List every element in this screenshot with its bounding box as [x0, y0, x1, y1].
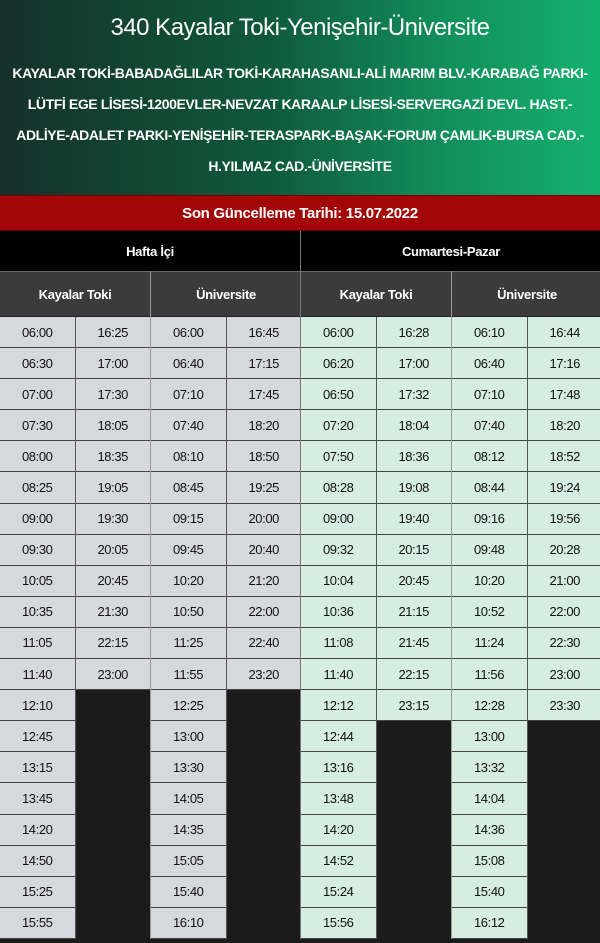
- departure-time: 17:45: [227, 379, 302, 410]
- time-subcolumn: [376, 317, 452, 939]
- departure-time: 19:08: [377, 472, 452, 503]
- departure-time: 15:40: [151, 877, 226, 908]
- departure-time: 21:00: [528, 566, 600, 597]
- departure-time: 08:28: [301, 472, 376, 503]
- departure-time: 20:05: [76, 535, 151, 566]
- departure-time: 23:00: [528, 659, 600, 690]
- departure-time: 13:32: [452, 752, 527, 783]
- departure-time: 07:10: [452, 379, 527, 410]
- departure-time: 15:25: [0, 877, 75, 908]
- departure-time: 10:35: [0, 597, 75, 628]
- time-subcolumn: [226, 317, 302, 939]
- departure-time: 06:50: [301, 379, 376, 410]
- departure-time: 12:10: [0, 690, 75, 721]
- weekend-universite-header: Üniversite: [452, 271, 600, 317]
- departure-time: 12:25: [151, 690, 226, 721]
- departure-time: 19:30: [76, 504, 151, 535]
- departure-time: 11:25: [151, 628, 226, 659]
- departure-time: 18:50: [227, 441, 302, 472]
- departure-time: 18:05: [76, 410, 151, 441]
- departure-time: 11:24: [452, 628, 527, 659]
- departure-time: 21:20: [227, 566, 302, 597]
- departure-time: 22:00: [227, 597, 302, 628]
- departure-time: 16:25: [76, 317, 151, 348]
- departure-time: 11:05: [0, 628, 75, 659]
- departure-time: 06:40: [151, 348, 226, 379]
- departure-time: 09:16: [452, 504, 527, 535]
- departure-time: 15:05: [151, 846, 226, 877]
- departure-time: 13:45: [0, 783, 75, 814]
- departure-time: 21:45: [377, 628, 452, 659]
- departure-time: 23:00: [76, 659, 151, 690]
- departure-time: 07:40: [151, 410, 226, 441]
- departure-time: 17:32: [377, 379, 452, 410]
- departure-time: 17:00: [377, 348, 452, 379]
- departure-time: 10:50: [151, 597, 226, 628]
- departure-time: 06:10: [452, 317, 527, 348]
- weekday-section: [0, 231, 300, 939]
- departure-time: 06:40: [452, 348, 527, 379]
- time-subcolumn: [452, 317, 527, 939]
- departure-time: 23:15: [377, 690, 452, 721]
- departure-time: 14:05: [151, 783, 226, 814]
- weekend-kayalar-header: Kayalar Toki: [301, 271, 451, 317]
- time-subcolumn: [75, 317, 151, 939]
- departure-time: 06:00: [151, 317, 226, 348]
- departure-time: 07:40: [452, 410, 527, 441]
- departure-time: 13:48: [301, 783, 376, 814]
- departure-time: 19:24: [528, 472, 600, 503]
- departure-time: 16:28: [377, 317, 452, 348]
- departure-time: 20:40: [227, 535, 302, 566]
- departure-time: 09:30: [0, 535, 75, 566]
- departure-time: 22:15: [377, 659, 452, 690]
- departure-time: 12:28: [452, 690, 527, 721]
- departure-time: 15:40: [452, 877, 527, 908]
- departure-time: 19:05: [76, 472, 151, 503]
- departure-time: 13:30: [151, 752, 226, 783]
- departure-time: 11:56: [452, 659, 527, 690]
- departure-time: 08:10: [151, 441, 226, 472]
- departure-time: 22:00: [528, 597, 600, 628]
- departure-time: 15:08: [452, 846, 527, 877]
- departure-time: 08:12: [452, 441, 527, 472]
- departure-time: 13:00: [151, 721, 226, 752]
- departure-time: 09:45: [151, 535, 226, 566]
- departure-time: 17:48: [528, 379, 600, 410]
- departure-time: 07:50: [301, 441, 376, 472]
- departure-time: 16:45: [227, 317, 302, 348]
- route-stops: KAYALAR TOKİ-BABADAĞLILAR TOKİ-KARAHASANLI-ALİ MARIM BLV.-KARABAĞ PARKI-LÜTFİ EGE LİSESİ-1200EVLER-NEVZAT KARAALP LİSESİ-SERVERGAZİ DEVL. HAST.-ADLİYE-ADALET PARKI-YENİŞEHİR-TERASPARK-BAŞAK-FORUM ÇAMLIK-BURSA CAD.-H.YILMAZ CAD.-ÜNİVERSİTE: [12, 65, 588, 174]
- weekend-header: Cumartesi-Pazar: [301, 231, 600, 271]
- departure-time: 22:15: [76, 628, 151, 659]
- departure-time: 18:20: [528, 410, 600, 441]
- departure-time: 14:04: [452, 783, 527, 814]
- departure-time: 07:20: [301, 410, 376, 441]
- line-title: 340 Kayalar Toki-Yenişehir-Üniversite: [110, 14, 490, 41]
- departure-time: 09:00: [0, 504, 75, 535]
- departure-time: 15:56: [301, 908, 376, 939]
- departure-time: 20:45: [76, 566, 151, 597]
- departure-time: 14:20: [0, 815, 75, 846]
- departure-time: 12:45: [0, 721, 75, 752]
- timetable: [0, 231, 600, 939]
- departure-time: 17:30: [76, 379, 151, 410]
- departure-time: 10:36: [301, 597, 376, 628]
- departure-time: 14:20: [301, 815, 376, 846]
- departure-time: 21:30: [76, 597, 151, 628]
- departure-time: 09:15: [151, 504, 226, 535]
- departure-time: 06:30: [0, 348, 75, 379]
- departure-time: 10:05: [0, 566, 75, 597]
- departure-time: 07:10: [151, 379, 226, 410]
- departure-time: 15:55: [0, 908, 75, 939]
- last-update-banner: Son Güncelleme Tarihi: 15.07.2022: [0, 195, 600, 231]
- departure-time: 06:20: [301, 348, 376, 379]
- departure-time: 14:36: [452, 815, 527, 846]
- departure-time: 11:40: [301, 659, 376, 690]
- weekend-kayalar-column: [301, 271, 451, 939]
- departure-time: 09:48: [452, 535, 527, 566]
- departure-time: 20:00: [227, 504, 302, 535]
- departure-time: 09:32: [301, 535, 376, 566]
- departure-time: 16:44: [528, 317, 600, 348]
- departure-time: 14:50: [0, 846, 75, 877]
- departure-time: 18:36: [377, 441, 452, 472]
- time-subcolumn: [527, 317, 600, 939]
- time-subcolumn: [0, 317, 75, 939]
- departure-time: 09:00: [301, 504, 376, 535]
- departure-time: 18:52: [528, 441, 600, 472]
- departure-time: 12:44: [301, 721, 376, 752]
- departure-time: 21:15: [377, 597, 452, 628]
- departure-time: 12:12: [301, 690, 376, 721]
- departure-time: 08:45: [151, 472, 226, 503]
- departure-time: 17:00: [76, 348, 151, 379]
- weekday-universite-header: Üniversite: [151, 271, 301, 317]
- departure-time: 16:10: [151, 908, 226, 939]
- departure-time: 22:40: [227, 628, 302, 659]
- departure-time: 17:15: [227, 348, 302, 379]
- departure-time: 08:25: [0, 472, 75, 503]
- departure-time: 14:52: [301, 846, 376, 877]
- weekend-universite-column: [451, 271, 600, 939]
- departure-time: 19:25: [227, 472, 302, 503]
- departure-time: 10:04: [301, 566, 376, 597]
- departure-time: 18:04: [377, 410, 452, 441]
- departure-time: 18:35: [76, 441, 151, 472]
- departure-time: 20:45: [377, 566, 452, 597]
- departure-time: 17:16: [528, 348, 600, 379]
- departure-time: 08:00: [0, 441, 75, 472]
- departure-time: 06:00: [0, 317, 75, 348]
- time-subcolumn: [151, 317, 226, 939]
- departure-time: 16:12: [452, 908, 527, 939]
- departure-time: 13:15: [0, 752, 75, 783]
- departure-time: 06:00: [301, 317, 376, 348]
- departure-time: 07:30: [0, 410, 75, 441]
- weekend-section: [300, 231, 600, 939]
- departure-time: 15:24: [301, 877, 376, 908]
- departure-time: 07:00: [0, 379, 75, 410]
- departure-time: 10:20: [452, 566, 527, 597]
- weekday-kayalar-column: [0, 271, 150, 939]
- departure-time: 20:15: [377, 535, 452, 566]
- departure-time: 23:30: [528, 690, 600, 721]
- departure-time: 10:52: [452, 597, 527, 628]
- departure-time: 14:35: [151, 815, 226, 846]
- weekday-header: Hafta İçi: [0, 231, 300, 271]
- weekday-universite-column: [150, 271, 301, 939]
- departure-time: 11:40: [0, 659, 75, 690]
- departure-time: 18:20: [227, 410, 302, 441]
- header: [0, 0, 600, 195]
- departure-time: 20:28: [528, 535, 600, 566]
- departure-time: 10:20: [151, 566, 226, 597]
- departure-time: 13:16: [301, 752, 376, 783]
- time-subcolumn: [301, 317, 376, 939]
- departure-time: 23:20: [227, 659, 302, 690]
- departure-time: 22:30: [528, 628, 600, 659]
- departure-time: 19:56: [528, 504, 600, 535]
- weekday-kayalar-header: Kayalar Toki: [0, 271, 150, 317]
- departure-time: 11:55: [151, 659, 226, 690]
- departure-time: 08:44: [452, 472, 527, 503]
- departure-time: 11:08: [301, 628, 376, 659]
- departure-time: 19:40: [377, 504, 452, 535]
- departure-time: 13:00: [452, 721, 527, 752]
